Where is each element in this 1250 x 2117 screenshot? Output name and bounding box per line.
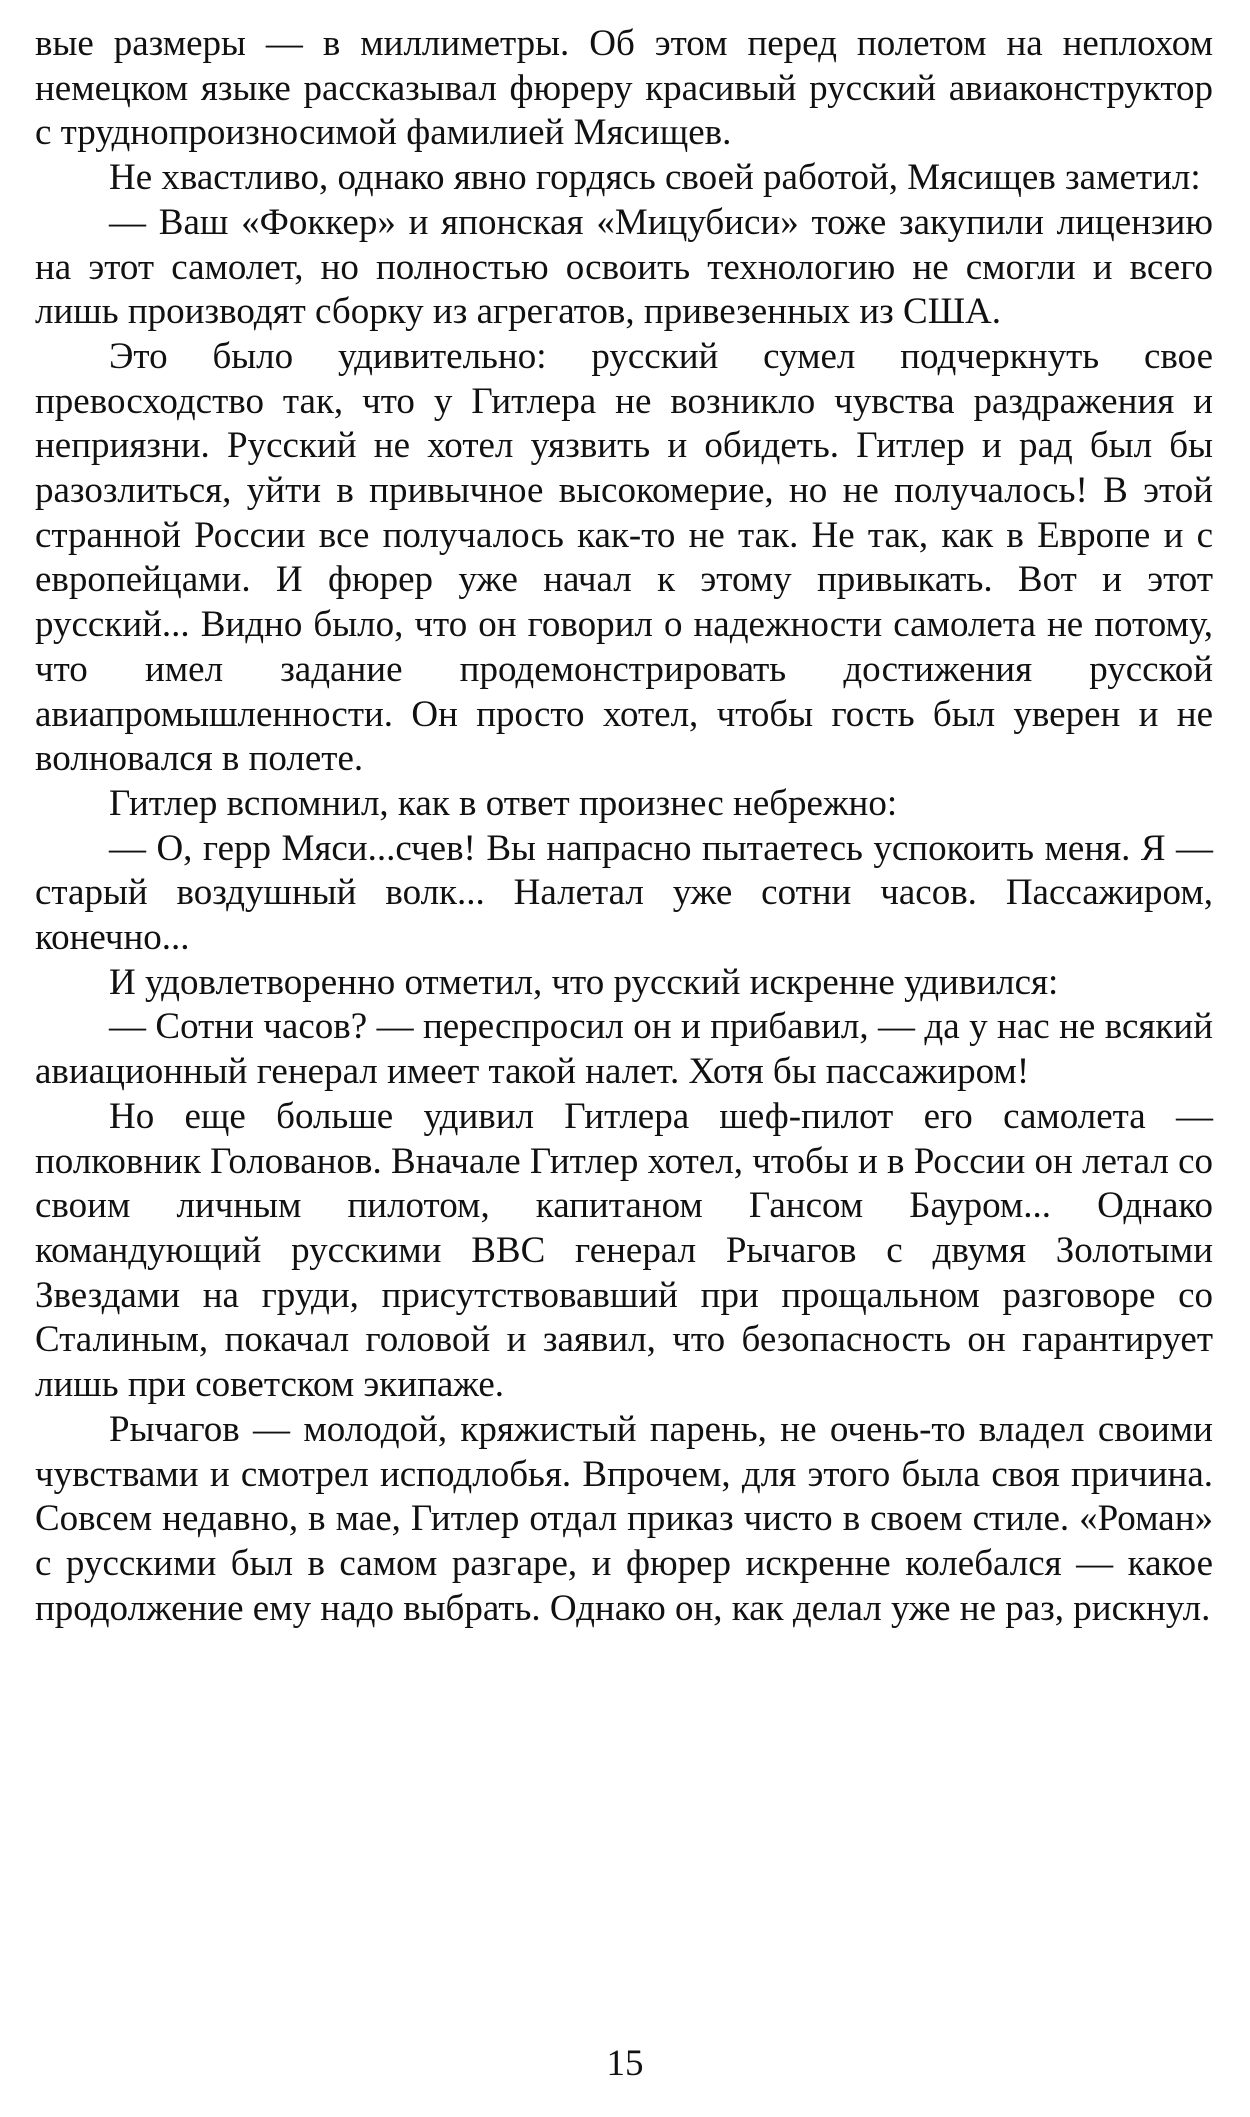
paragraph-9: Но еще больше удивил Гитлера шеф-пилот его самолета — полковник Голованов. Вначале Гитлер хотел, чтобы и в России он летал со своим личным пилотом, капитаном Гансом Бауром... Однако командующий русскими ВВС генерал Рычагов с двумя Золотыми Звездами на груди, присутствовавший при прощальном разговоре со Сталиным, покачал головой и заявил, что безопасность он гарантирует лишь при советском экипаже. [35, 1095, 1213, 1406]
paragraph-8: — Сотни часов? — переспросил он и прибавил, — да у нас не всякий авиационный генерал имеет такой налет. Хотя бы пассажиром! [35, 1006, 1213, 1093]
paragraph-4: Это было удивительно: русский сумел подчеркнуть свое превосходство так, что у Гитлера не возникло чувства раздражения и неприязни. Русский не хотел уязвить и обидеть. Гитлер и рад был бы разозлиться, уйти в привычное высокомерие, но не получалось! В этой странной России все получалось как-то не так. Не так, как в Европе и с европейцами. И фюрер уже начал к этому привыкать. Вот и этот русский... Видно было, что он говорил о надежности самолета не потому, что имел задание продемонстрировать достижения русской авиапромышленности. Он просто хотел, чтобы гость был уверен и не волновался в полете. [35, 335, 1213, 780]
paragraph-1: вые размеры — в миллиметры. Об этом перед полетом на неплохом немецком языке рассказывал фюреру красивый русский авиаконструктор с труднопроизносимой фамилией Мясищев. [35, 23, 1213, 154]
paragraph-2: Не хвастливо, однако явно гордясь своей работой, Мясищев заметил: [109, 157, 1201, 199]
paragraph-6: — О, герр Мяси...счев! Вы напрасно пытаетесь успокоить меня. Я — старый воздушный волк... Налетал уже сотни часов. Пассажиром, конечно... [35, 827, 1213, 959]
paragraph-5: Гитлер вспомнил, как в ответ произнес небрежно: [109, 782, 898, 824]
paragraph-7: И удовлетворенно отметил, что русский искренне удивился: [109, 961, 1059, 1003]
page-body [35, 22, 1213, 1631]
paragraph-3: — Ваш «Фоккер» и японская «Мицубиси» тоже закупили лицензию на этот самолет, но полностью освоить технологию не смогли и всего лишь производят сборку из агрегатов, привезенных из США. [35, 201, 1213, 333]
paragraph-10: Рычагов — молодой, кряжистый парень, не очень-то владел своими чувствами и смотрел исподлобья. Впрочем, для этого была своя причина. Совсем недавно, в мае, Гитлер отдал приказ чисто в своем стиле. «Роман» с русскими был в самом разгаре, и фюрер искренне колебался — какое продолжение ему надо выбрать. Однако он, как делал уже не раз, рискнул. [35, 1408, 1213, 1629]
page-number: 15 [606, 2043, 644, 2084]
